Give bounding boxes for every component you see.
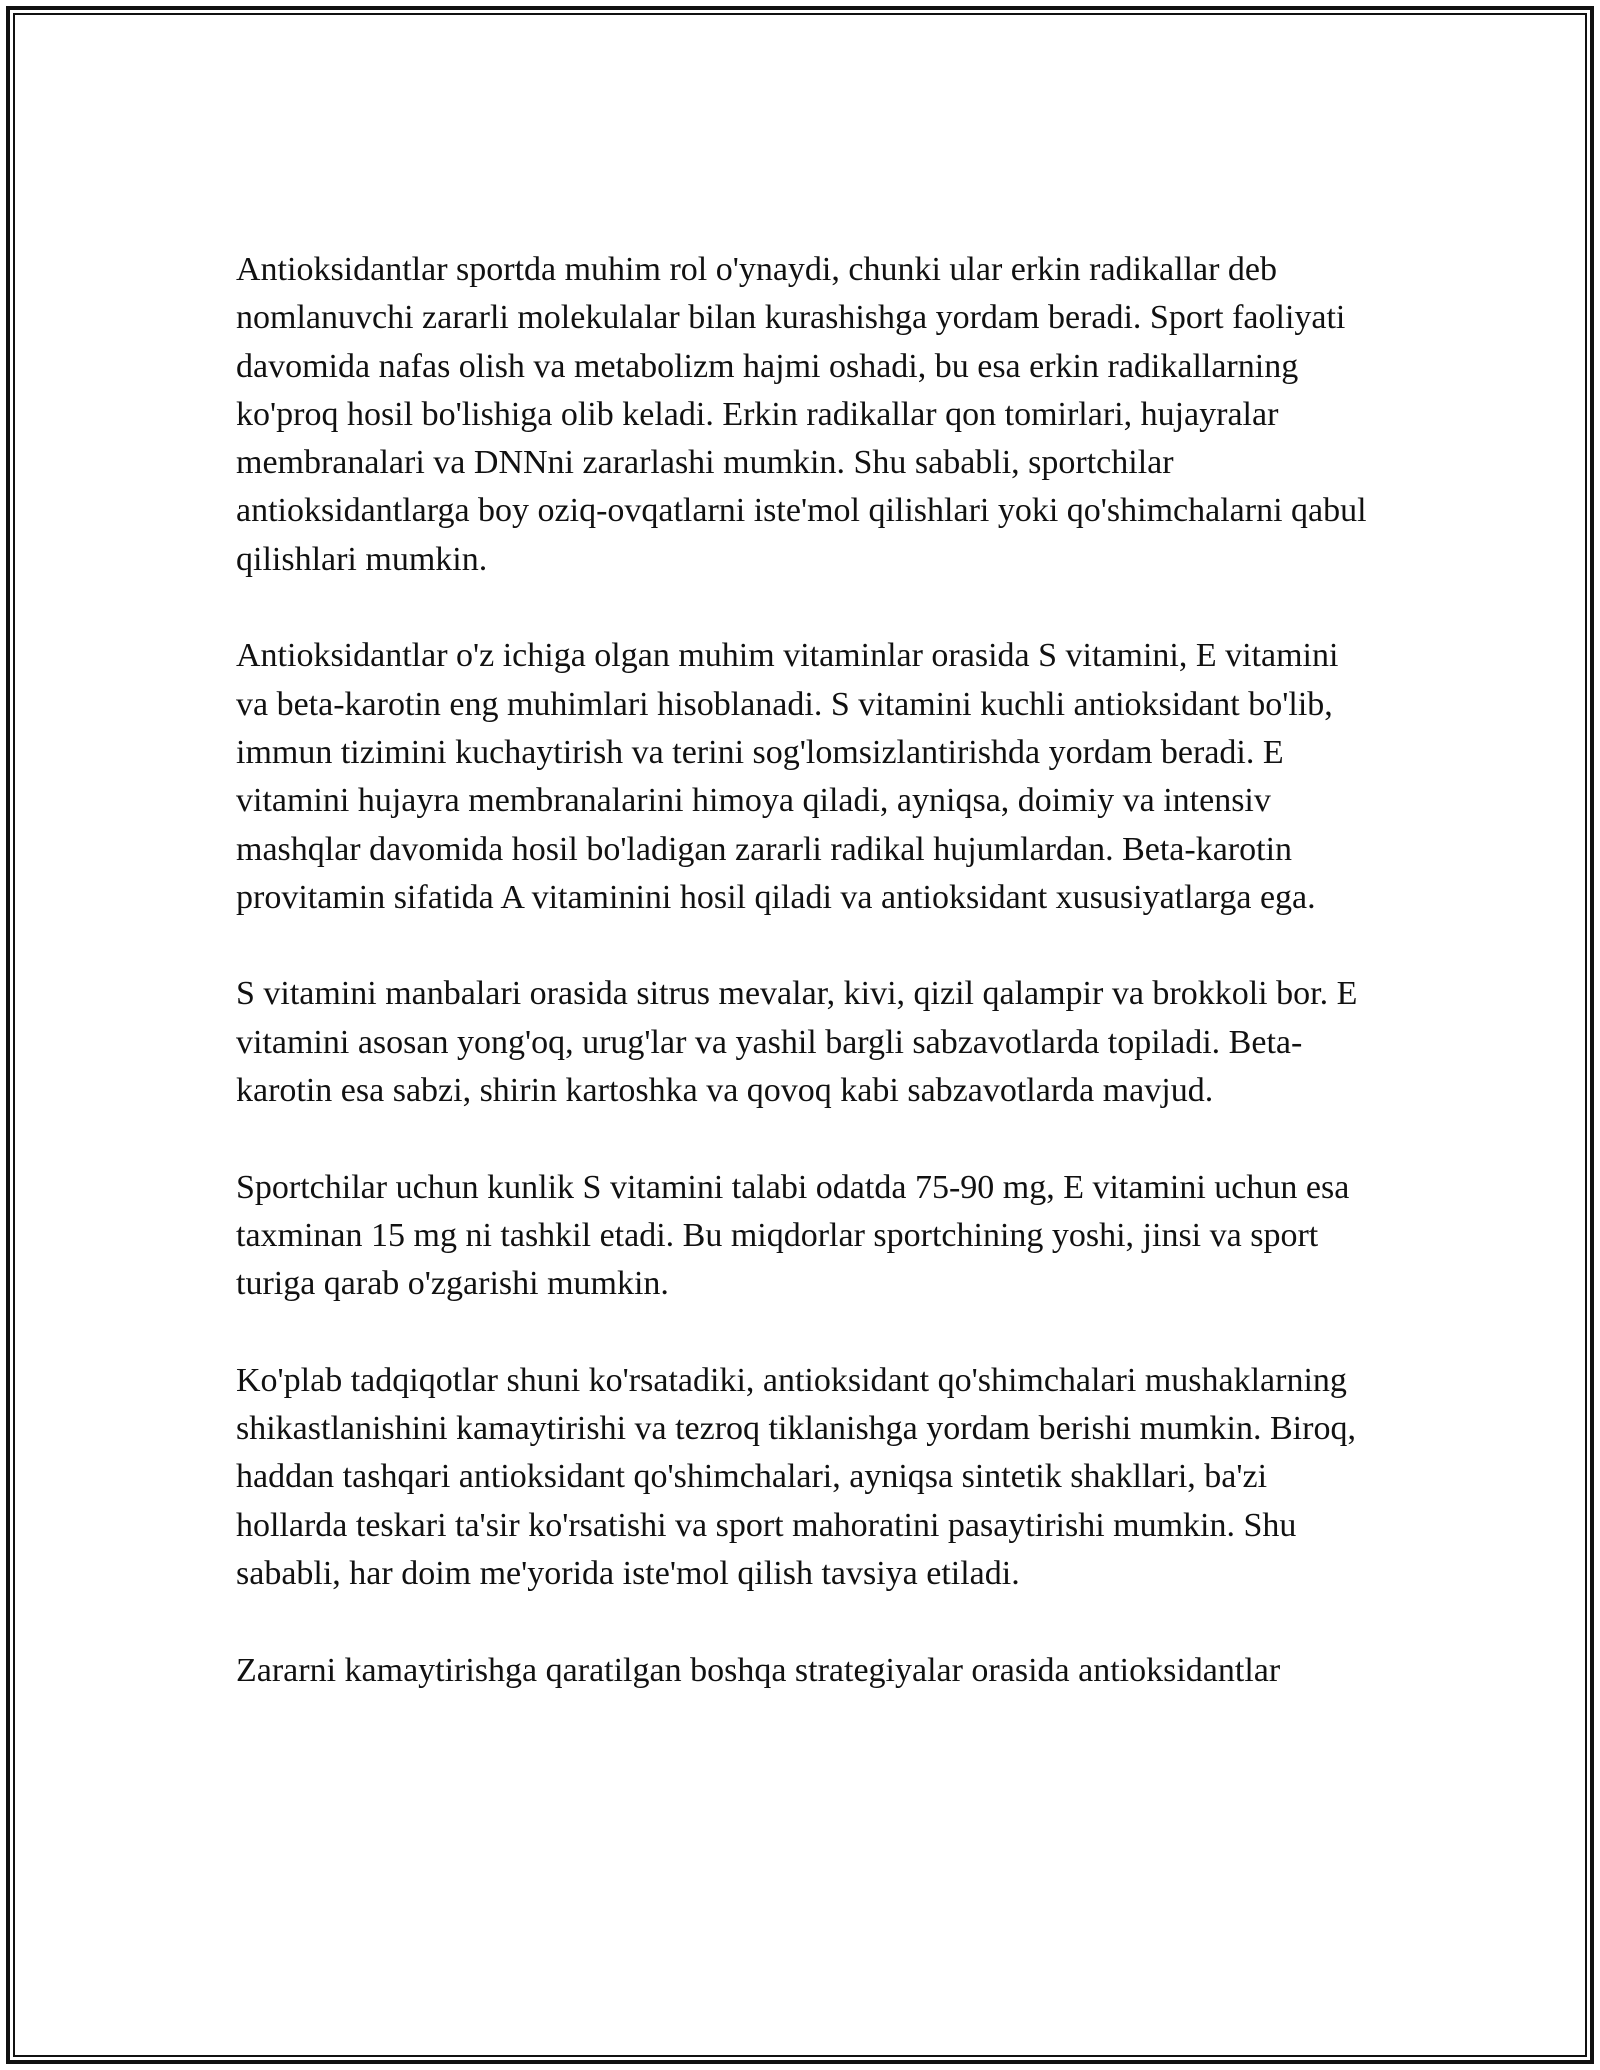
document-body: [236, 246, 1376, 1743]
paragraph-important-vitamins: Antioksidantlar o'z ichiga olgan muhim vitaminlar orasida S vitamini, E vitamini va beta-karotin eng muhimlari hisoblanadi. S vitamini kuchli antioksidant bo'lib, immun tizimini kuchaytirish va terini sog'lomsizlantirishda yordam beradi. E vitamini hujayra membranalarini himoya qiladi, ayniqsa, doimiy va intensiv mashqlar davomida hosil bo'ladigan zararli radikal hujumlardan. Beta-karotin provitamin sifatida A vitaminini hosil qiladi va antioksidant xususiyatlarga ega.: [236, 637, 1339, 916]
paragraph-vitamin-sources: S vitamini manbalari orasida sitrus mevalar, kivi, qizil qalampir va brokkoli bor. E vitamini asosan yong'oq, urug'lar va yashil bargli sabzavotlarda topiladi. Beta-karotin esa sabzi, shirin kartoshka va qovoq kabi sabzavotlarda mavjud.: [236, 975, 1358, 1110]
paragraph-daily-requirements: Sportchilar uchun kunlik S vitamini talabi odatda 75-90 mg, E vitamini uchun esa taxminan 15 mg ni tashkil etadi. Bu miqdorlar sportchining yoshi, jinsi va sport turiga qarab o'zgarishi mumkin.: [236, 1168, 1350, 1303]
paragraph-antioxidants-intro: Antioksidantlar sportda muhim rol o'ynaydi, chunki ular erkin radikallar deb nomlanuvchi zararli molekulalar bilan kurashishga yordam beradi. Sport faoliyati davomida nafas olish va metabolizm hajmi oshadi, bu esa erkin radikallarning ko'proq hosil bo'lishiga olib keladi. Erkin radikallar qon tomirlari, hujayralar membranalari va DNNni zararlashi mumkin. Shu sababli, sportchilar antioksidantlarga boy oziq-ovqatlarni iste'mol qilishlari yoki qo'shimchalarni qabul qilishlari mumkin.: [236, 251, 1367, 578]
paragraph-research-findings: Ko'plab tadqiqotlar shuni ko'rsatadiki, antioksidant qo'shimchalari mushaklarning shikastlanishini kamaytirishi va tezroq tiklanishga yordam berishi mumkin. Biroq, haddan tashqari antioksidant qo'shimchalari, ayniqsa sintetik shakllari, ba'zi hollarda teskari ta'sir ko'rsatishi va sport mahoratini pasaytirishi mumkin. Shu sababli, har doim me'yorida iste'mol qilish tavsiya etiladi.: [236, 1361, 1356, 1593]
paragraph-other-strategies: Zararni kamaytirishga qaratilgan boshqa strategiyalar orasida antioksidantlar: [236, 1651, 1281, 1689]
